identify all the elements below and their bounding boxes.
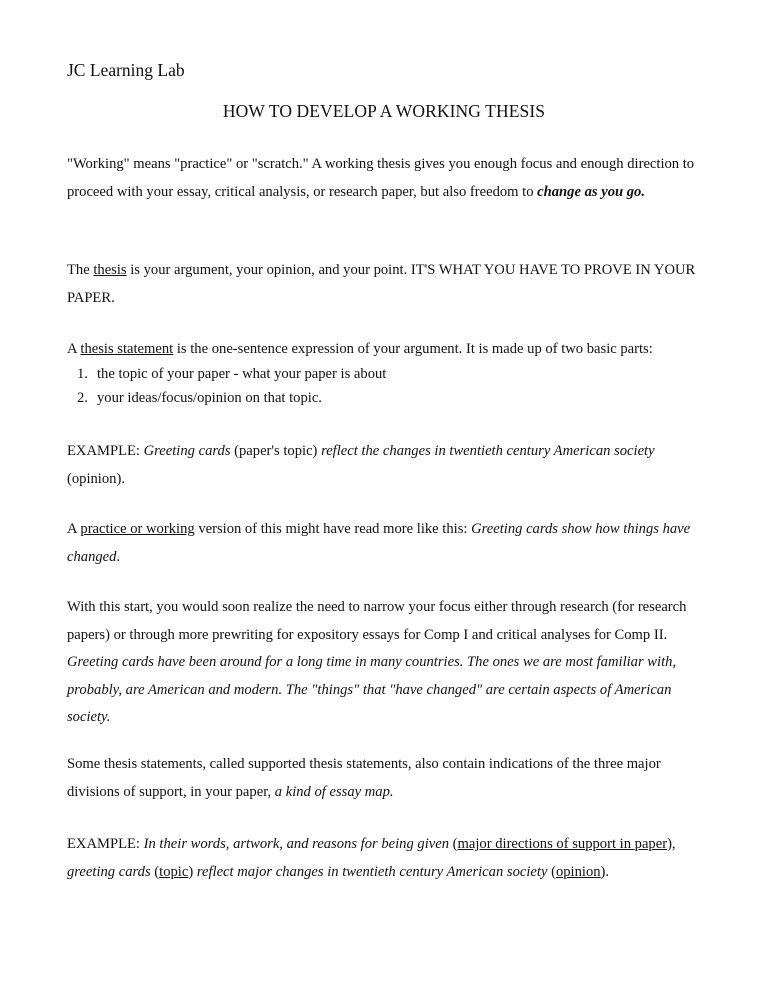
list-text: the topic of your paper - what your paper is about (97, 366, 387, 382)
paragraph-text: Some thesis statements, called supported thesis statements, also contain indications of the three major divisions of support, in your paper, (67, 756, 661, 800)
example-opinion-note: (opinion). (67, 470, 125, 487)
paragraph-text: "Working" means "practice" or "scratch." A working thesis gives you enough focus and enough direction to proceed with your essay, critical analysis, or research paper, but also freedom to (67, 156, 695, 200)
italic-text: a kind of essay map. (274, 783, 394, 800)
example-opinion-note: opinion (555, 863, 601, 880)
list-item (77, 386, 697, 410)
example-label: EXAMPLE: (67, 836, 144, 852)
text-mid: version of this might have read more like this: (194, 521, 472, 537)
paragraph-supported-thesis (67, 751, 703, 806)
paragraph-practice-version (67, 516, 703, 571)
paragraph-thesis-definition (67, 257, 703, 312)
text-post: is the one-sentence expression of your argument. It is made up of two basic parts: (173, 341, 653, 357)
example-topic-note: (paper's topic) (230, 443, 322, 459)
example-topic: Greeting cards (143, 443, 231, 459)
paragraph-working-definition (67, 151, 703, 206)
text-post: is your argument, your opinion, and your point. IT'S WHAT YOU HAVE TO PROVE IN YOUR PAPER. (67, 262, 696, 306)
list-text: your ideas/focus/opinion on that topic. (97, 390, 322, 406)
example-one (67, 438, 703, 493)
list-number: 2. (77, 390, 88, 406)
example-support: In their words, artwork, and reasons for being given (143, 836, 450, 852)
text-pre: A (67, 341, 81, 357)
example-text: Greeting cards show how things have changed (67, 521, 691, 565)
thesis-parts-list (77, 362, 697, 410)
paragraph-text: With this start, you would soon realize the need to narrow your focus either through research (for research papers) or through more prewriting for expository essays for Comp I and critical analyses for Comp II. (67, 599, 687, 643)
example-opinion: reflect the changes in twentieth century American society (321, 443, 655, 459)
term-thesis: thesis (93, 262, 127, 278)
list-number: 1. (77, 366, 88, 382)
example-support-note: major directions of support in paper (457, 836, 668, 852)
italic-text: Greeting cards have been around for a long time in many countries. The ones we are most familiar with, probably, are American and modern. The "things" that "have changed" are certain aspects of American society. (67, 654, 677, 726)
paragraph-narrow-focus (67, 594, 703, 732)
emphasis-text: change as you go. (537, 183, 645, 200)
text-end: . (116, 548, 121, 565)
text-pre: The (67, 262, 94, 278)
example-topic-note: topic (159, 863, 189, 880)
page-title: HOW TO DEVELOP A WORKING THESIS (222, 101, 546, 121)
example-topic: greeting cards (67, 863, 151, 880)
term-thesis-statement: thesis statement (80, 341, 174, 357)
text-pre: A (67, 521, 81, 537)
example-two: EXAMPLE: In their words, artwork, and reasons for being given (major directions of support in paper), greeting cards (topic) reflect major changes in twentieth century American society (opinion). (67, 836, 676, 880)
example-label: EXAMPLE: (67, 443, 144, 459)
term-practice-working: practice or working (80, 521, 195, 537)
example-opinion: reflect major changes in twentieth century American society (196, 863, 548, 880)
lab-name: JC Learning Lab (67, 60, 185, 80)
paragraph-thesis-statement (67, 338, 703, 362)
list-item (77, 362, 697, 386)
